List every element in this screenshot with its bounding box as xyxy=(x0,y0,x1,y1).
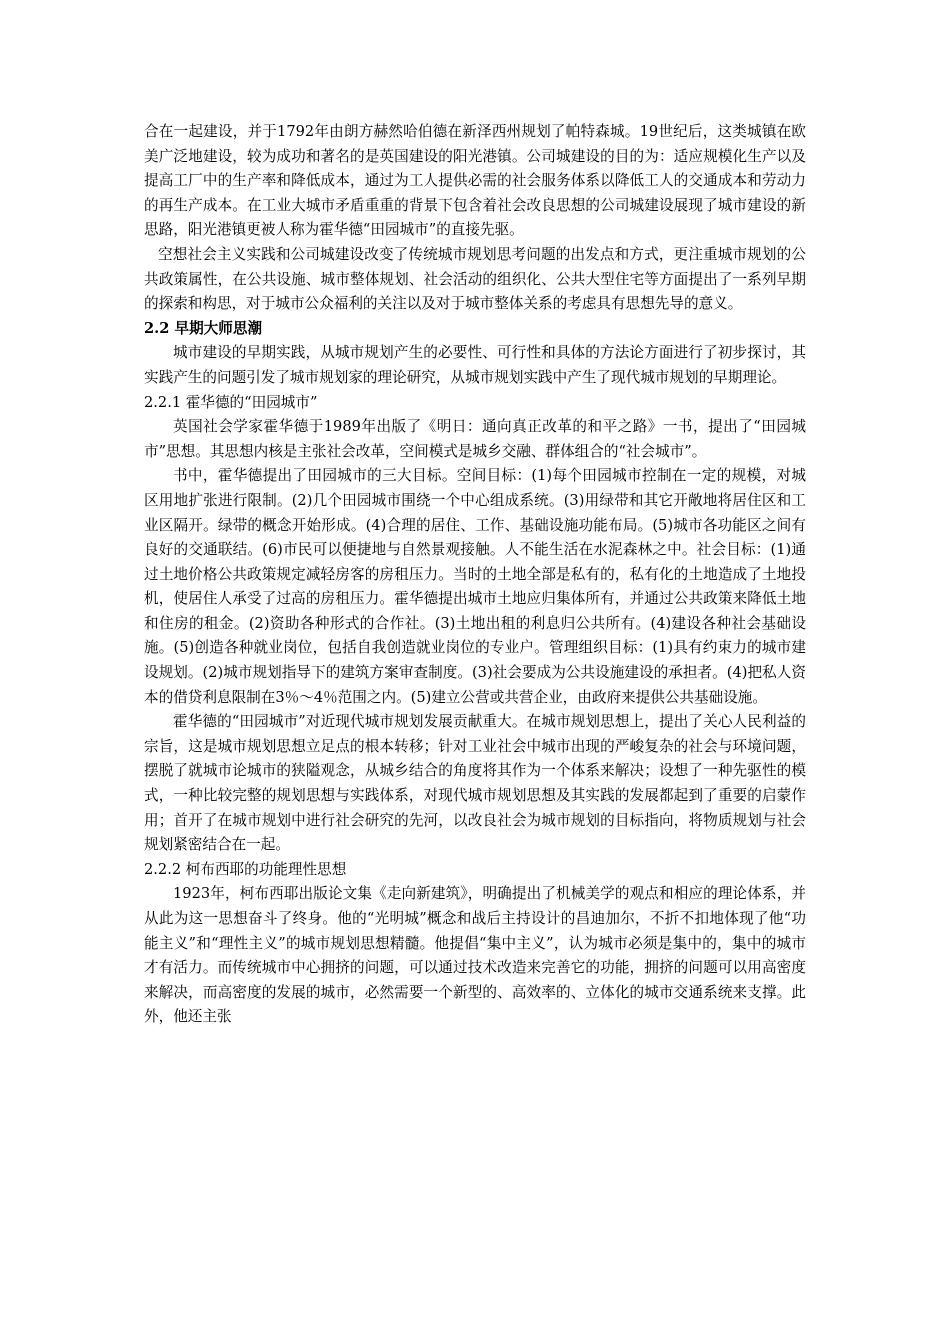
section-heading-early-masters: 2.2 早期大师思潮 xyxy=(144,319,263,337)
paragraph-company-town: 合在一起建设，并于1792年由朗方赫然哈伯德在新泽西州规划了帕特森城。19世纪后，这类城镇在欧美广泛地建设，较为成功和著名的是英国建设的阳光港镇。公司城建设的目的为：适应规模化生产以及提高工厂中的生产率和降低成本，通过为工人提供必需的社会服务体系以降低工人的交通成本和劳动力的再生产成本。在工业大城市矛盾重重的背景下包含着社会改良思想的公司城建设展现了城市建设的新思路，阳光港镇更被人称为霍华德“田园城市”的直接先驱。 xyxy=(144,123,806,239)
paragraph-early-practice: 城市建设的早期实践，从城市规划产生的必要性、可行性和具体的方法论方面进行了初步探讨，其实践产生的问题引发了城市规划家的理论研究，从城市规划实践中产生了现代城市规划的早期理论。 xyxy=(144,344,806,386)
paragraph-corbusier: 1923年，柯布西耶出版论文集《走向新建筑》，明确提出了机械美学的观点和相应的理论体系，并从此为这一思想奋斗了终身。他的“光明城”概念和战后主持设计的昌迪加尔，不折不扣地体现了他“功能主义”和“理性主义”的城市规划思想精髓。他提倡“集中主义”，认为城市必须是集中的，集中的城市才有活力。而传统城市中心拥挤的问题，可以通过技术改造来完善它的功能，拥挤的问题可以用高密度来解决，而高密度的发展的城市，必然需要一个新型的、高效率的、立体化的城市交通系统来支撑。此外，他还主张 xyxy=(144,885,806,1026)
subsection-heading-corbusier: 2.2.2 柯布西耶的功能理性思想 xyxy=(144,860,347,878)
paragraph-howard-book: 英国社会学家霍华德于1989年出版了《明日：通向真正改革的和平之路》一书，提出了“田园城市”思想。其思想内核是主张社会改革，空间模式是城乡交融、群体组合的“社会城市”。 xyxy=(144,418,806,460)
paragraph-utopian-socialism: 空想社会主义实践和公司城建设改变了传统城市规划思考问题的出发点和方式，更注重城市规划的公共政策属性，在公共设施、城市整体规划、社会活动的组织化、公共大型住宅等方面提出了一系列早期的探索和构思，对于城市公众福利的关注以及对于城市整体关系的考虑具有思想先导的意义。 xyxy=(144,245,806,313)
paragraph-three-goals: 书中，霍华德提出了田园城市的三大目标。空间目标：(1)每个田园城市控制在一定的规模，对城区用地扩张进行限制。(2)几个田园城市围绕一个中心组成系统。(3)用绿带和其它开敞地将居住区和工业区隔开。绿带的概念开始形成。(4)合理的居住、工作、基础设施功能布局。(5)城市各功能区之间有良好的交通联结。(6)市民可以便捷地与自然景观接触。人不能生活在水泥森林之中。社会目标：(1)通过土地价格公共政策规定减轻房客的房租压力。当时的土地全部是私有的，私有化的土地造成了土地投机，使居住人承受了过高的房租压力。霍华德提出城市土地应归集体所有，并通过公共政策来降低土地和住房的租金。(2)资助各种形式的合作社。(3)土地出租的利息归公共所有。(4)建设各种社会基础设施。(5)创造各种就业岗位，包括自我创造就业岗位的专业户。管理组织目标：(1)具有约束力的城市建设规划。(2)城市规划指导下的建筑方案审查制度。(3)社会要成为公共设施建设的承担者。(4)把私人资本的借贷利息限制在3％～4％范围之内。(5)建立公营或共营企业，由政府来提供公共基础设施。 xyxy=(144,467,806,706)
subsection-heading-garden-city: 2.2.1 霍华德的“田园城市” xyxy=(144,393,318,411)
document-page xyxy=(144,120,806,1030)
paragraph-garden-city-contribution: 霍华德的“田园城市”对近现代城市规划发展贡献重大。在城市规划思想上，提出了关心人民利益的宗旨，这是城市规划思想立足点的根本转移；针对工业社会中城市出现的严峻复杂的社会与环境问题，摆脱了就城市论城市的狭隘观念，从城乡结合的角度将其作为一个体系来解决；设想了一种先驱性的模式，一种比较完整的规划思想与实践体系，对现代城市规划思想及其实践的发展都起到了重要的启蒙作用；首开了在城市规划中进行社会研究的先河，以改良社会为城市规划的目标指向，将物质规划与社会规划紧密结合在一起。 xyxy=(144,713,806,854)
